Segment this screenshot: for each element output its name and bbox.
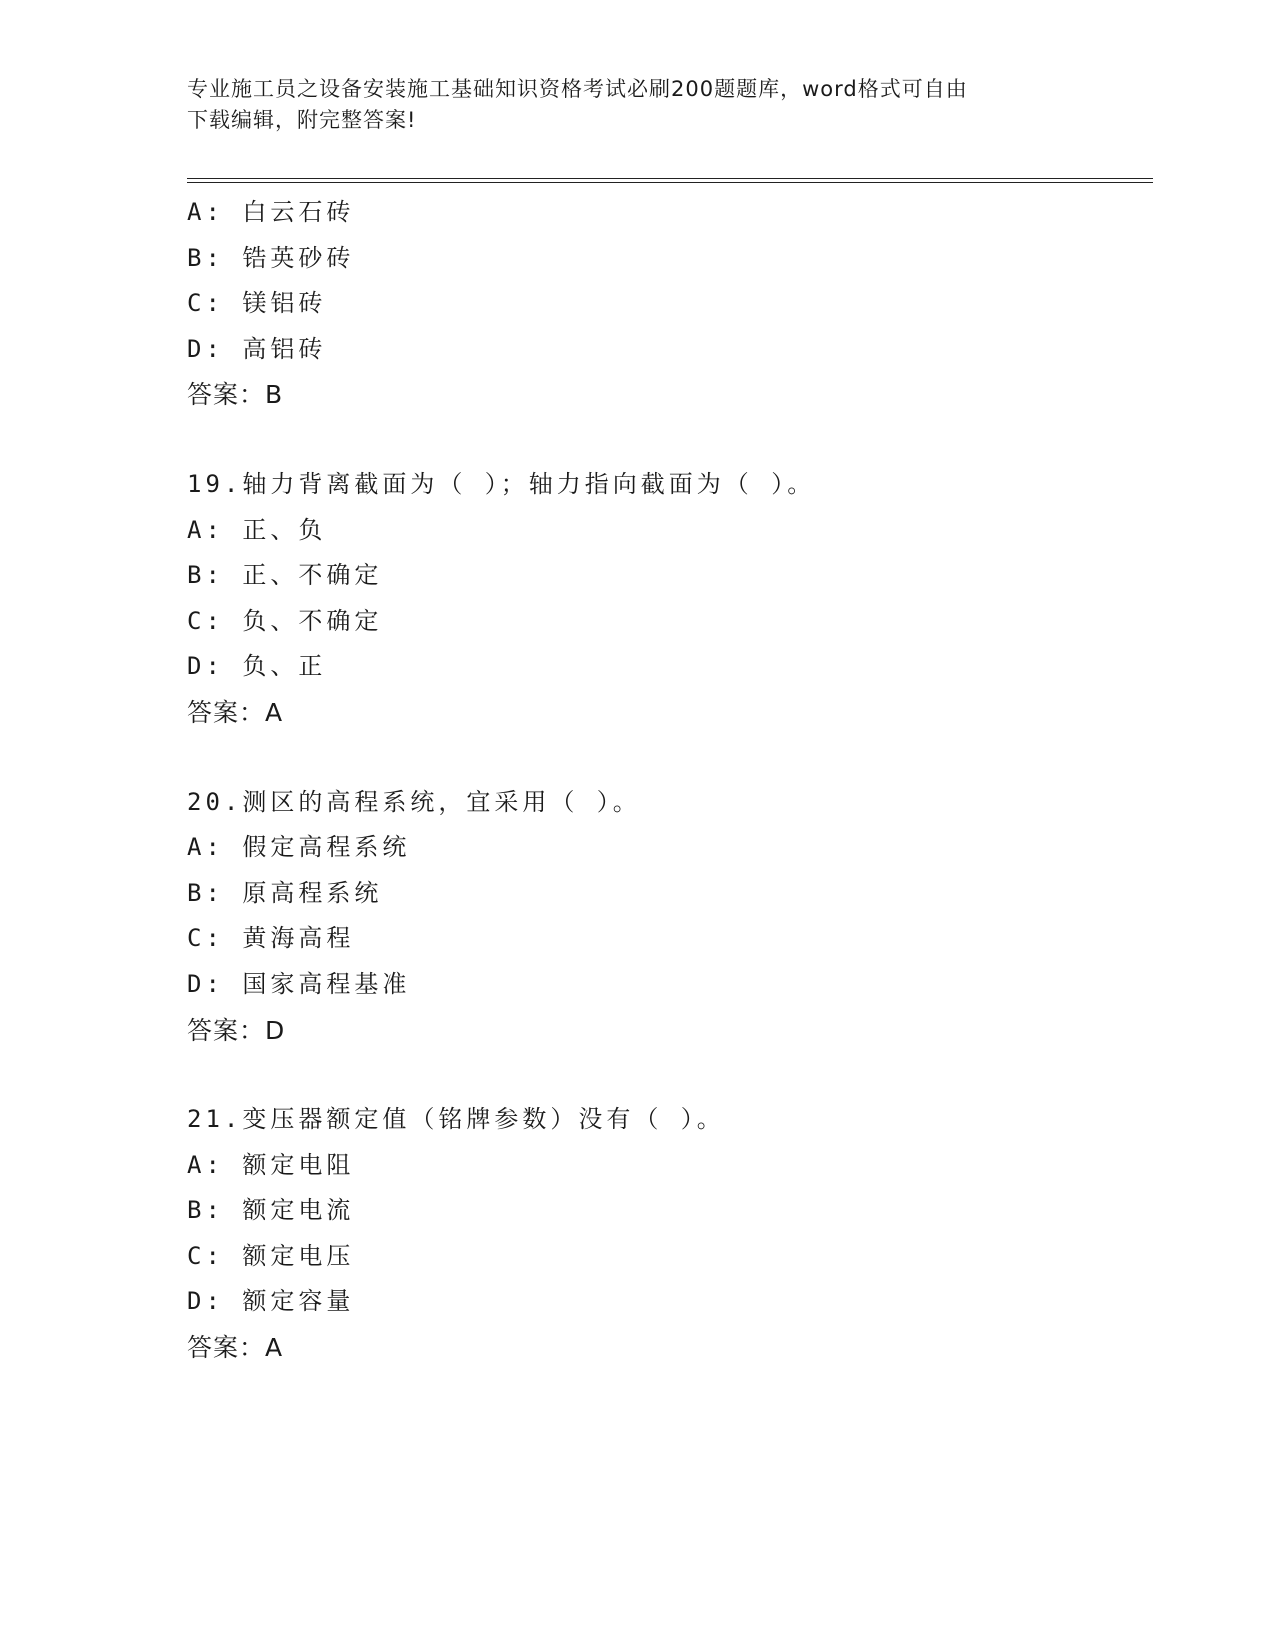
option-c: C: 黄海高程 <box>187 924 355 953</box>
answer: 答案：B <box>187 380 284 410</box>
option-a: A: 假定高程系统 <box>187 833 411 862</box>
option-d: D: 额定容量 <box>187 1287 355 1316</box>
spacer <box>187 736 1147 780</box>
spacer <box>187 418 1147 462</box>
answer: 答案：D <box>187 1015 286 1045</box>
option-b: B: 原高程系统 <box>187 878 383 907</box>
question-18 <box>187 190 1147 418</box>
answer: 答案：A <box>187 697 284 727</box>
header-rule-bottom <box>187 182 1153 183</box>
option-d: D: 国家高程基准 <box>187 969 411 998</box>
option-d: D: 负、正 <box>187 652 327 681</box>
option-c: C: 镁铝砖 <box>187 289 327 318</box>
document-header <box>187 74 1067 136</box>
question-21 <box>187 1097 1147 1371</box>
option-a: A: 正、负 <box>187 515 327 544</box>
header-line-1: 专业施工员之设备安装施工基础知识资格考试必刷200题题库，word格式可自由 <box>187 77 968 101</box>
question-text: 19.轴力背离截面为（ ）；轴力指向截面为（ ）。 <box>187 469 816 498</box>
option-c: C: 负、不确定 <box>187 606 383 635</box>
question-list <box>187 190 1147 1371</box>
question-19 <box>187 462 1147 736</box>
question-text: 21.变压器额定值（铭牌参数）没有（ ）。 <box>187 1105 725 1134</box>
question-20 <box>187 780 1147 1054</box>
answer: 答案：A <box>187 1333 284 1363</box>
header-line-2: 下载编辑，附完整答案! <box>187 108 417 132</box>
spacer <box>187 1053 1147 1097</box>
option-c: C: 额定电压 <box>187 1241 355 1270</box>
option-d: D: 高铝砖 <box>187 334 327 363</box>
option-b: B: 额定电流 <box>187 1196 355 1225</box>
option-b: B: 正、不确定 <box>187 561 383 590</box>
header-rule-top <box>187 178 1153 179</box>
option-a: A: 额定电阻 <box>187 1150 355 1179</box>
question-text: 20.测区的高程系统，宜采用（ ）。 <box>187 787 641 816</box>
option-a: A: 白云石砖 <box>187 198 355 226</box>
option-b: B: 锆英砂砖 <box>187 243 355 272</box>
